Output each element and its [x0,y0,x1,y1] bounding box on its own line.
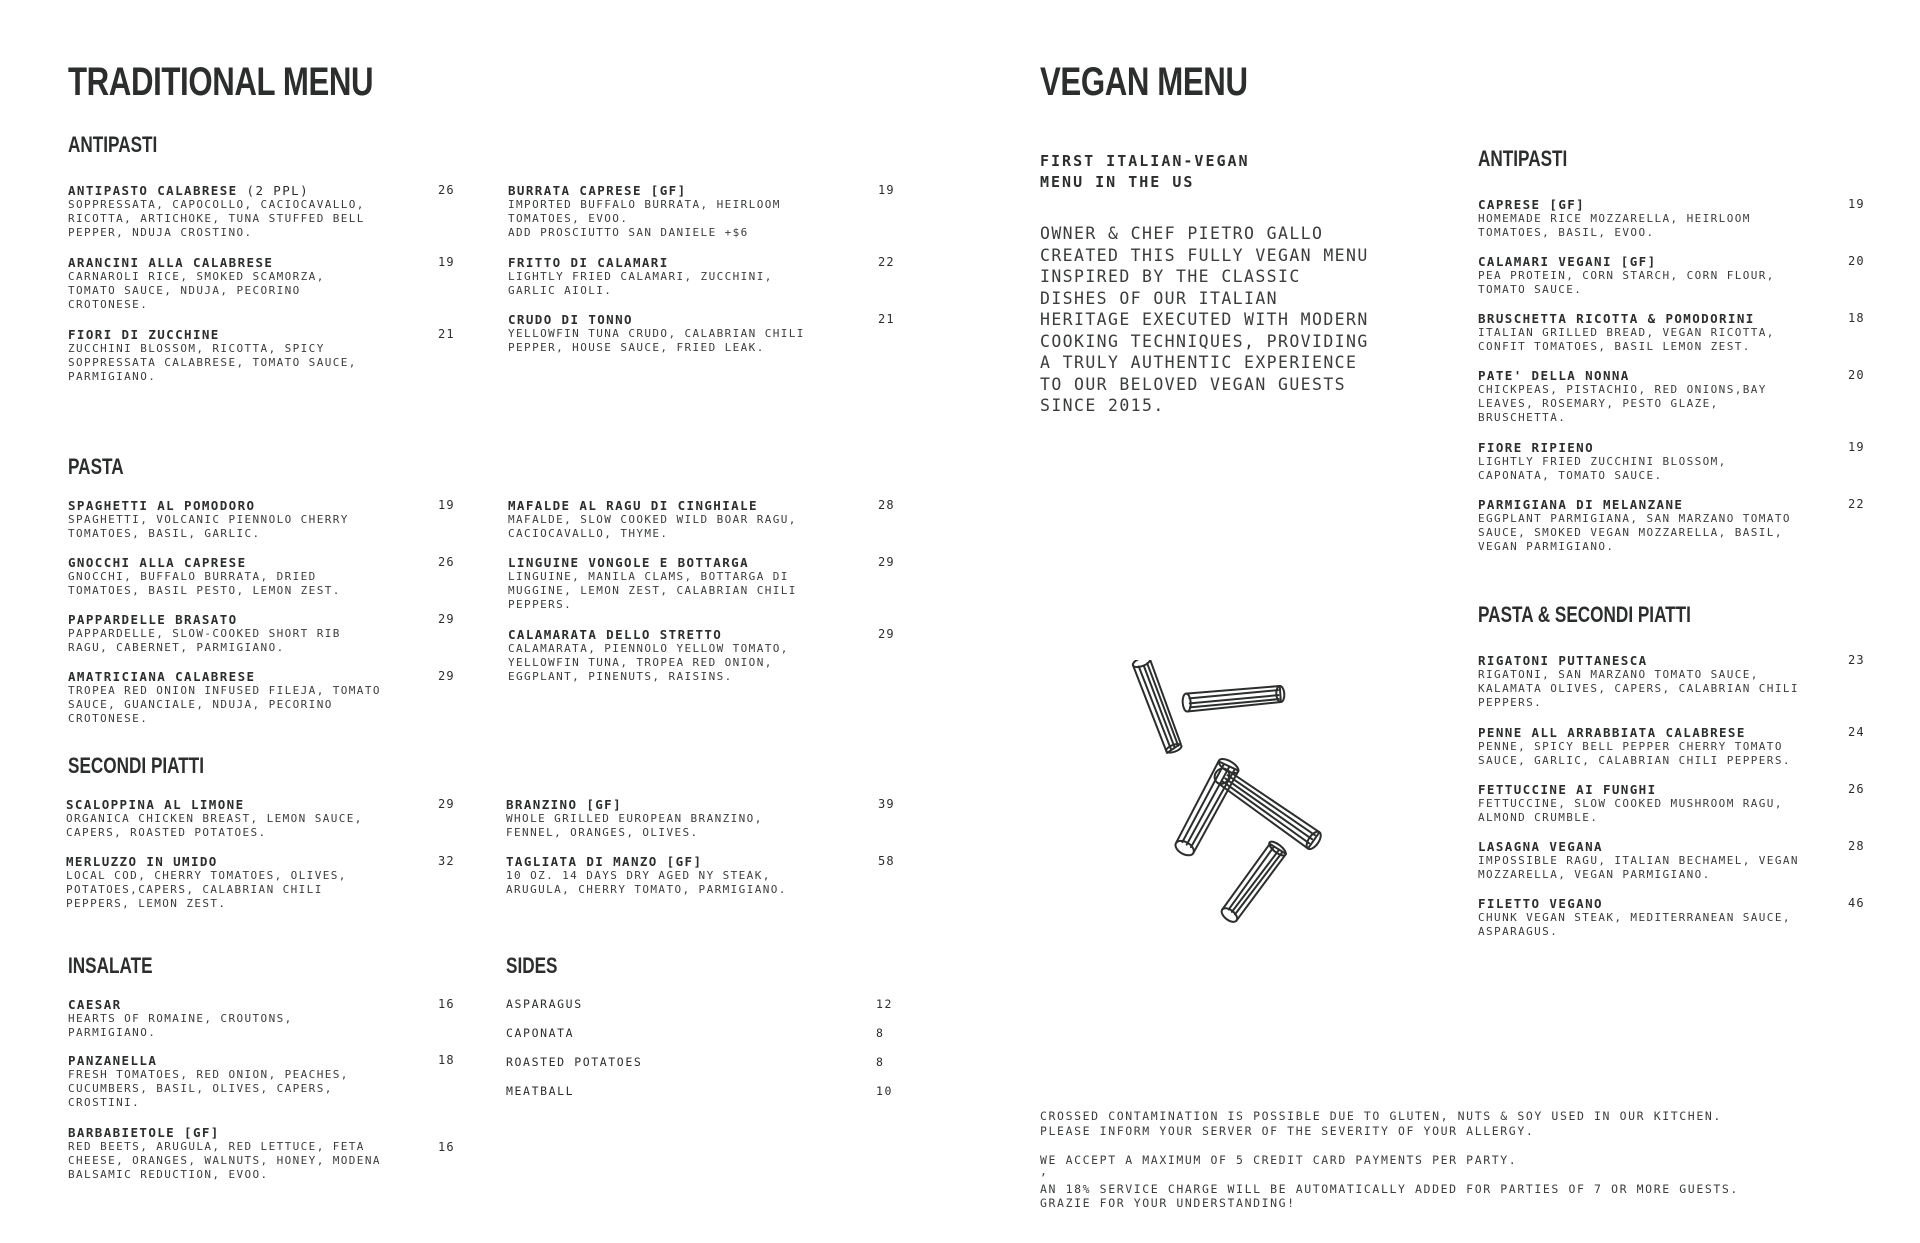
item-description: CARNAROLI RICE, SMOKED SCAMORZA, TOMATO SAUCE, NDUJA, PECORINO CROTONESE. [68,270,325,311]
item-addon: ADD PROSCIUTTO SAN DANIELE +$6 [508,226,749,239]
side-price: 8 [876,1055,885,1069]
vegan-pasta-heading: PASTA & SECONDI PIATTI [1478,602,1691,627]
item-name: FILETTO VEGANO [1478,896,1603,911]
menu-item [1478,896,1868,939]
menu-item [66,797,458,840]
item-price: 18 [1848,311,1865,325]
item-price: 26 [1848,782,1865,796]
side-item [506,1026,898,1041]
menu-item [1478,497,1868,554]
side-item [506,1084,898,1099]
item-name: FIORE RIPIENO [1478,440,1595,455]
footer-notes [1040,1109,1840,1211]
item-price: 29 [438,797,455,811]
side-name: ASPARAGUS [506,997,583,1011]
menu-item [1478,839,1868,882]
item-price: 16 [438,997,455,1011]
menu-item [506,797,898,840]
item-description: FETTUCCINE, SLOW COOKED MUSHROOM RAGU, ALMOND CRUMBLE. [1478,797,1783,824]
menu-item [1478,725,1868,768]
item-description: RED BEETS, ARUGULA, RED LETTUCE, FETA CHEESE, ORANGES, WALNUTS, HONEY, MODENA BALSAMIC REDUCTION, EVOO. [68,1140,381,1181]
item-name: BURRATA CAPRESE [GF] [508,183,687,198]
sides-heading: SIDES [506,953,558,978]
item-price: 46 [1848,896,1865,910]
item-name: SPAGHETTI AL POMODORO [68,498,256,513]
item-name: FIORI DI ZUCCHINE [68,327,220,342]
item-price: 16 [438,1140,455,1154]
item-description: GNOCCHI, BUFFALO BURRATA, DRIED TOMATOES, BASIL PESTO, LEMON ZEST. [68,570,341,597]
item-price: 29 [878,555,895,569]
menu-item [1478,653,1868,710]
menu-item [68,1125,458,1182]
item-price: 19 [1848,440,1865,454]
item-name: TAGLIATA DI MANZO [GF] [506,854,703,869]
item-name: LASAGNA VEGANA [1478,839,1603,854]
item-description: EGGPLANT PARMIGIANA, SAN MARZANO TOMATO SAUCE, SMOKED VEGAN MOZZARELLA, BASIL, VEGAN PARMIGIANO. [1478,512,1791,553]
item-description: ITALIAN GRILLED BREAD, VEGAN RICOTTA, CONFIT TOMATOES, BASIL LEMON ZEST. [1478,326,1775,353]
item-price: 29 [438,612,455,626]
side-name: CAPONATA [506,1026,575,1040]
menu-item [508,555,898,612]
item-name: RIGATONI PUTTANESCA [1478,653,1648,668]
item-name: PENNE ALL ARRABBIATA CALABRESE [1478,725,1746,740]
item-description: PENNE, SPICY BELL PEPPER CHERRY TOMATO SAUCE, GARLIC, CALABRIAN CHILI PEPPERS. [1478,740,1791,767]
menu-item [508,183,898,240]
side-price: 10 [876,1084,894,1098]
item-name: PANZANELLA [68,1053,158,1068]
menu-item [1478,311,1868,354]
item-price: 19 [438,498,455,512]
item-description: HEARTS OF ROMAINE, CROUTONS, PARMIGIANO. [68,1012,293,1039]
item-name: FRITTO DI CALAMARI [508,255,669,270]
side-name: ROASTED POTATOES [506,1055,643,1069]
item-description: PAPPARDELLE, SLOW-COOKED SHORT RIB RAGU, CABERNET, PARMIGIANO. [68,627,341,654]
item-price: 26 [438,183,455,197]
item-price: 28 [1848,839,1865,853]
item-price: 20 [1848,254,1865,268]
item-description: CHUNK VEGAN STEAK, MEDITERRANEAN SAUCE, ASPARAGUS. [1478,911,1791,938]
item-price: 19 [878,183,895,197]
side-item [506,997,898,1012]
item-description: 10 OZ. 14 DAYS DRY AGED NY STEAK, ARUGULA, CHERRY TOMATO, PARMIGIANO. [506,869,787,896]
menu-item [68,1053,458,1110]
menu-item [508,255,898,298]
item-price: 22 [878,255,895,269]
item-price: 23 [1848,653,1865,667]
item-description: CALAMARATA, PIENNOLO YELLOW TOMATO, YELLOWFIN TUNA, TROPEA RED ONION, EGGPLANT, PINENUTS, RAISINS. [508,642,789,683]
item-description: YELLOWFIN TUNA CRUDO, CALABRIAN CHILI PEPPER, HOUSE SAUCE, FRIED LEAK. [508,327,805,354]
item-name: MERLUZZO IN UMIDO [66,854,218,869]
item-price: 19 [1848,197,1865,211]
item-price: 19 [438,255,455,269]
item-price: 58 [878,854,895,868]
item-name: PARMIGIANA DI MELANZANE [1478,497,1684,512]
menu-item [1478,782,1868,825]
side-name: MEATBALL [506,1084,575,1098]
item-description: IMPOSSIBLE RAGU, ITALIAN BECHAMEL, VEGAN MOZZARELLA, VEGAN PARMIGIANO. [1478,854,1799,881]
item-price: 28 [878,498,895,512]
item-name: CALAMARATA DELLO STRETTO [508,627,723,642]
item-description: ZUCCHINI BLOSSOM, RICOTTA, SPICY SOPPRESSATA CALABRESE, TOMATO SAUCE, PARMIGIANO. [68,342,357,383]
item-note: (2 PPL) [237,183,309,198]
secondi-heading: SECONDI PIATTI [68,753,205,778]
item-name: BRUSCHETTA RICOTTA & POMODORINI [1478,311,1755,326]
menu-item [68,183,458,240]
item-price: 21 [878,312,895,326]
item-description: SPAGHETTI, VOLCANIC PIENNOLO CHERRY TOMATOES, BASIL, GARLIC. [68,513,349,540]
item-name: BARBABIETOLE [GF] [68,1125,220,1140]
item-description: RIGATONI, SAN MARZANO TOMATO SAUCE, KALAMATA OLIVES, CAPERS, CALABRIAN CHILI PEPPERS. [1478,668,1799,709]
traditional-menu-title: TRADITIONAL MENU [68,60,374,104]
item-description: IMPORTED BUFFALO BURRATA, HEIRLOOM TOMATOES, EVOO. [508,198,781,225]
item-description: LINGUINE, MANILA CLAMS, BOTTARGA DI MUGGINE, LEMON ZEST, CALABRIAN CHILI PEPPERS. [508,570,797,611]
menu-item [1478,368,1868,425]
item-price: 20 [1848,368,1865,382]
menu-item [68,669,458,726]
menu-item [508,312,898,355]
menu-item [1478,197,1868,240]
item-description: TROPEA RED ONION INFUSED FILEJA, TOMATO SAUCE, GUANCIALE, NDUJA, PECORINO CROTONESE. [68,684,381,725]
menu-item [68,255,458,312]
item-name: LINGUINE VONGOLE E BOTTARGA [508,555,749,570]
item-name: ARANCINI ALLA CALABRESE [68,255,274,270]
item-price: 32 [438,854,455,868]
menu-item [68,555,458,598]
menu-item [68,612,458,655]
item-description: LOCAL COD, CHERRY TOMATOES, OLIVES, POTATOES,CAPERS, CALABRIAN CHILI PEPPERS, LEMON ZEST. [66,869,347,910]
item-price: 29 [878,627,895,641]
side-price: 8 [876,1026,885,1040]
menu-item [68,997,458,1040]
item-description: ORGANICA CHICKEN BREAST, LEMON SAUCE, CAPERS, ROASTED POTATOES. [66,812,363,839]
item-description: HOMEMADE RICE MOZZARELLA, HEIRLOOM TOMATOES, BASIL, EVOO. [1478,212,1751,239]
menu-item [68,327,458,384]
item-description: WHOLE GRILLED EUROPEAN BRANZINO, FENNEL, ORANGES, OLIVES. [506,812,763,839]
item-price: 26 [438,555,455,569]
item-name: ANTIPASTO CALABRESE [68,183,238,198]
item-description: LIGHTLY FRIED ZUCCHINI BLOSSOM, CAPONATA, TOMATO SAUCE. [1478,455,1727,482]
side-price: 12 [876,997,894,1011]
vegan-antipasti-heading: ANTIPASTI [1478,146,1568,171]
item-name: GNOCCHI ALLA CAPRESE [68,555,247,570]
item-name: PAPPARDELLE BRASATO [68,612,238,627]
penne-pasta-illustration [1110,660,1360,930]
item-description: PEA PROTEIN, CORN STARCH, CORN FLOUR, TOMATO SAUCE. [1478,269,1775,296]
item-name: FETTUCCINE AI FUNGHI [1478,782,1657,797]
item-name: CAESAR [68,997,122,1012]
item-description: CHICKPEAS, PISTACHIO, RED ONIONS,BAY LEAVES, ROSEMARY, PESTO GLAZE, BRUSCHETTA. [1478,383,1767,424]
item-name: BRANZINO [GF] [506,797,623,812]
item-name: CRUDO DI TONNO [508,312,633,327]
insalate-heading: INSALATE [68,953,153,978]
item-price: 21 [438,327,455,341]
item-description: SOPPRESSATA, CAPOCOLLO, CACIOCAVALLO, RICOTTA, ARTICHOKE, TUNA STUFFED BELL PEPPER, NDUJA CROSTINO. [68,198,365,239]
service-charge-note: AN 18% SERVICE CHARGE WILL BE AUTOMATICALLY ADDED FOR PARTIES OF 7 OR MORE GUESTS. [1040,1181,1739,1196]
item-description: FRESH TOMATOES, RED ONION, PEACHES, CUCUMBERS, BASIL, OLIVES, CAPERS, CROSTINI. [68,1068,349,1109]
menu-item [508,627,898,684]
item-name: AMATRICIANA CALABRESE [68,669,256,684]
item-description: MAFALDE, SLOW COOKED WILD BOAR RAGU, CACIOCAVALLO, THYME. [508,513,797,540]
vegan-menu-title: VEGAN MENU [1040,60,1248,104]
vegan-tagline: FIRST ITALIAN-VEGAN MENU IN THE US [1040,152,1250,191]
menu-item [1478,440,1868,483]
menu-item [66,854,458,911]
pasta-heading: PASTA [68,454,124,479]
item-description: LIGHTLY FRIED CALAMARI, ZUCCHINI, GARLIC AIOLI. [508,270,773,297]
item-price: 24 [1848,725,1865,739]
separator-mark: , [1040,1164,1049,1178]
item-price: 22 [1848,497,1865,511]
menu-item [508,498,898,541]
item-price: 39 [878,797,895,811]
antipasti-heading: ANTIPASTI [68,132,158,157]
item-price: 29 [438,669,455,683]
item-name: MAFALDE AL RAGU DI CINGHIALE [508,498,758,513]
item-name: CAPRESE [GF] [1478,197,1586,212]
item-name: SCALOPPINA AL LIMONE [66,797,245,812]
vegan-intro: OWNER & CHEF PIETRO GALLO CREATED THIS FULLY VEGAN MENU INSPIRED BY THE CLASSIC DISHES OF OUR ITALIAN HERITAGE EXECUTED WITH MODERN COOKING TECHNIQUES, PROVIDING A TRULY AUTHENTIC EXPERIENCE TO OUR BELOVED VEGAN GUESTS SINCE 2015. [1040,224,1369,415]
menu-item [68,498,458,541]
menu-item [506,854,898,897]
item-name: PATE' DELLA NONNA [1478,368,1630,383]
allergy-note-2: PLEASE INFORM YOUR SERVER OF THE SEVERITY OF YOUR ALLERGY. [1040,1123,1535,1138]
menu-item [1478,254,1868,297]
item-name: CALAMARI VEGANI [GF] [1478,254,1657,269]
allergy-note: CROSSED CONTAMINATION IS POSSIBLE DUE TO GLUTEN, NUTS & SOY USED IN OUR KITCHEN. [1040,1109,1722,1123]
payment-note: WE ACCEPT A MAXIMUM OF 5 CREDIT CARD PAYMENTS PER PARTY. [1040,1152,1518,1167]
thanks-note: GRAZIE FOR YOUR UNDERSTANDING! [1040,1196,1296,1210]
item-price: 18 [438,1053,455,1067]
side-item [506,1055,898,1070]
